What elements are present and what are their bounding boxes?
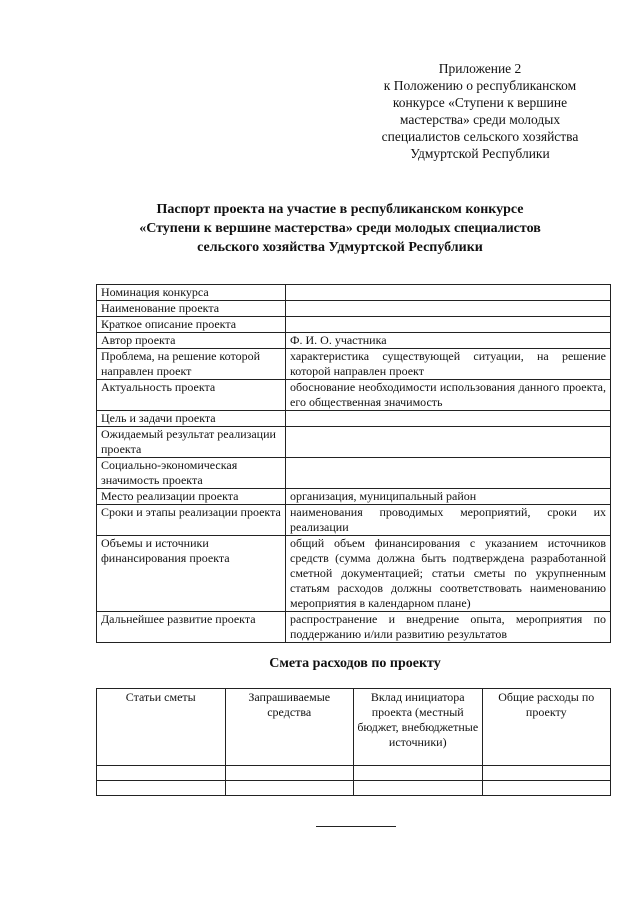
appendix-line: Приложение 2 — [438, 61, 522, 76]
passport-value — [286, 285, 611, 301]
estimate-title: Смета расходов по проекту — [269, 656, 441, 671]
estimate-cell — [482, 781, 611, 796]
table-row — [97, 505, 611, 536]
estimate-cell — [225, 766, 354, 781]
passport-title-line: сельского хозяйства Удмуртской Республики — [197, 240, 483, 255]
passport-value: характеристика существующей ситуации, на решение которой направлен проект — [286, 349, 611, 380]
table-row — [97, 317, 611, 333]
appendix-line: специалистов сельского хозяйства — [381, 129, 579, 144]
passport-value — [286, 458, 611, 489]
table-row — [97, 333, 611, 349]
appendix-line: Удмуртской Республики — [410, 146, 550, 161]
appendix-line: конкурсе «Ступени к вершине — [392, 95, 568, 110]
passport-title-line: Паспорт проекта на участие в республиканском конкурсе — [156, 202, 524, 217]
table-row — [97, 349, 611, 380]
passport-value: распространение и внедрение опыта, мероприятия по поддержанию и/или развитию результатов — [286, 612, 611, 643]
passport-value — [286, 317, 611, 333]
appendix-line: мастерства» среди молодых — [399, 112, 561, 127]
estimate-cell — [97, 781, 226, 796]
passport-value: наименования проводимых мероприятий, сроки их реализации — [286, 505, 611, 536]
passport-table — [96, 284, 611, 643]
estimate-cell — [225, 781, 354, 796]
table-row — [97, 766, 611, 781]
passport-value — [286, 301, 611, 317]
estimate-table — [96, 688, 611, 796]
column-header-initiator: Вклад инициатора проекта (местный бюджет, внебюджетные источники) — [354, 689, 483, 766]
passport-value: общий объем финансирования с указанием источников средств (сумма должна быть подтверждена разработанной сметной документацией; статьи сметы по укрупненным статьям расходов должны соответствовать наименованию мероприятия в календарном плане) — [286, 536, 611, 612]
passport-label: Автор проекта — [97, 333, 286, 349]
footer-divider — [316, 826, 396, 827]
estimate-header-row — [97, 689, 611, 766]
passport-value: обоснование необходимости использования данного проекта, его общественная значимость — [286, 380, 611, 411]
passport-value — [286, 427, 611, 458]
passport-label: Объемы и источники финансирования проекта — [97, 536, 286, 612]
passport-value — [286, 411, 611, 427]
table-row — [97, 285, 611, 301]
passport-value: организация, муниципальный район — [286, 489, 611, 505]
appendix-header — [360, 60, 600, 162]
passport-label: Номинация конкурса — [97, 285, 286, 301]
passport-label: Сроки и этапы реализации проекта — [97, 505, 286, 536]
estimate-cell — [482, 766, 611, 781]
column-header-requested: Запрашиваемые средства — [225, 689, 354, 766]
table-row — [97, 411, 611, 427]
passport-label: Место реализации проекта — [97, 489, 286, 505]
table-row — [97, 458, 611, 489]
estimate-cell — [354, 781, 483, 796]
passport-label: Дальнейшее развитие проекта — [97, 612, 286, 643]
table-row — [97, 612, 611, 643]
estimate-cell — [97, 766, 226, 781]
table-row — [97, 301, 611, 317]
passport-label: Ожидаемый результат реализации проекта — [97, 427, 286, 458]
table-row — [97, 536, 611, 612]
passport-label: Цель и задачи проекта — [97, 411, 286, 427]
column-header-total: Общие расходы по проекту — [482, 689, 611, 766]
passport-label: Актуальность проекта — [97, 380, 286, 411]
table-row — [97, 781, 611, 796]
table-row — [97, 489, 611, 505]
passport-label: Краткое описание проекта — [97, 317, 286, 333]
passport-label: Социально-экономическая значимость проекта — [97, 458, 286, 489]
table-row — [97, 380, 611, 411]
passport-label: Наименование проекта — [97, 301, 286, 317]
passport-title — [110, 200, 570, 257]
appendix-line: к Положению о республиканском — [383, 78, 577, 93]
passport-label: Проблема, на решение которой направлен проект — [97, 349, 286, 380]
passport-value: Ф. И. О. участника — [286, 333, 611, 349]
estimate-cell — [354, 766, 483, 781]
table-row — [97, 427, 611, 458]
passport-title-line: «Ступени к вершине мастерства» среди молодых специалистов — [139, 221, 541, 236]
column-header-items: Статьи сметы — [97, 689, 226, 766]
